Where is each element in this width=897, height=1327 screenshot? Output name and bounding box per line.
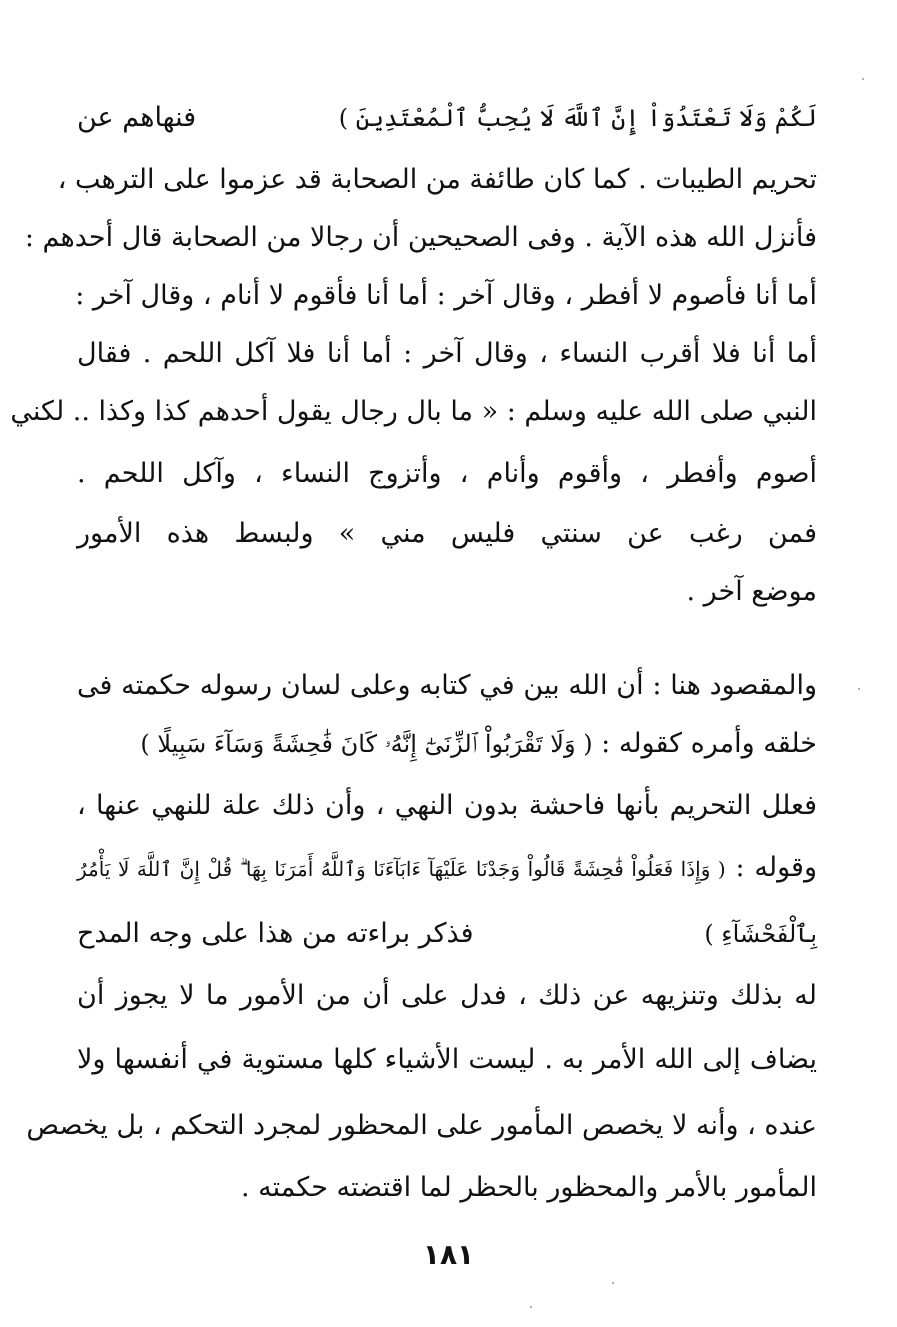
scan-speck [530, 1306, 532, 1308]
scan-speck [858, 688, 860, 690]
page-number: ١٨١ [422, 1238, 475, 1271]
para2-line-9: المأمور بالأمر والمحظور بالحظر لما اقتضته حكمته . [240, 1172, 817, 1203]
quran-verse-end: بِٱلْفَحْشَآءِ ) [704, 920, 817, 948]
para1-line-8: فمن رغب عن سنتي فليس مني » ولبسط هذه الأمور [77, 518, 817, 549]
para2-line-1: والمقصود هنا : أن الله بين في كتابه وعلى لسان رسوله حكمته فى [77, 670, 817, 701]
para2-line-4-text: وقوله : [735, 852, 817, 883]
para1-line-1 [77, 98, 817, 138]
scan-speck [862, 78, 864, 80]
para1-line-6: النبي صلى الله عليه وسلم : « ما بال رجال يقول أحدهم كذا وكذا .. لكني [10, 396, 817, 427]
para2-line-5-text: فذكر براءته من هذا على وجه المدح [77, 918, 474, 949]
para2-line-7: يضاف إلى الله الأمر به . ليست الأشياء كلها مستوية في أنفسها ولا [77, 1044, 817, 1075]
para1-line-5: أما أنا فلا أقرب النساء ، وقال آخر : أما أنا فلا آكل اللحم . فقال [77, 338, 817, 369]
scan-speck [612, 1282, 614, 1284]
para2-line-2-text: خلقه وأمره كقوله : [601, 728, 817, 759]
para2-line-5 [77, 914, 817, 954]
quran-verse-end: لَكُمْ وَلَا تَعْتَدُوٓاْ إِنَّ ٱللَّهَ لَا يُحِبُّ ٱلْمُعْتَدِينَ ) [338, 104, 817, 132]
para1-line-2: تحريم الطيبات . كما كان طائفة من الصحابة قد عزموا على الترهب ، [57, 164, 817, 195]
para1-line-1-text: فنهاهم عن [77, 102, 197, 133]
para2-line-6: له بذلك وتنزيهه عن ذلك ، فدل على أن من الأمور ما لا يجوز أن [77, 980, 817, 1011]
para2-line-8: عنده ، وأنه لا يخصص المأمور على المحظور لمجرد التحكم ، بل يخصص [26, 1110, 817, 1141]
para2-line-4 [77, 848, 817, 889]
para2-line-3: فعلل التحريم بأنها فاحشة بدون النهي ، وأن ذلك علة للنهي عنها ، [77, 790, 817, 821]
para2-line-2 [77, 724, 817, 764]
quran-verse: ( وَلَا تَقْرَبُواْ ٱلزِّنَىٰٓ إِنَّهُۥ كَانَ فَٰحِشَةً وَسَآءَ سَبِيلًا ) [140, 730, 593, 758]
para1-line-9: موضع آخر . [686, 576, 817, 607]
para1-line-3: فأنزل الله هذه الآية . وفى الصحيحين أن رجالا من الصحابة قال أحدهم : [24, 222, 817, 253]
para1-line-4: أما أنا فأصوم لا أفطر ، وقال آخر : أما أنا فأقوم لا أنام ، وقال آخر : [75, 280, 817, 311]
para1-line-7: أصوم وأفطر ، وأقوم وأنام ، وأتزوج النساء ، وآكل اللحم . [77, 458, 817, 489]
quran-verse: ( وَإِذَا فَعَلُواْ فَٰحِشَةً قَالُواْ وَجَدْنَا عَلَيْهَآ ءَابَآءَنَا وَٱللَّهُ أَمَرَنَا بِهَا ۗ قُلْ إِنَّ ٱللَّهَ لَا يَأْمُرُ [77, 857, 726, 881]
